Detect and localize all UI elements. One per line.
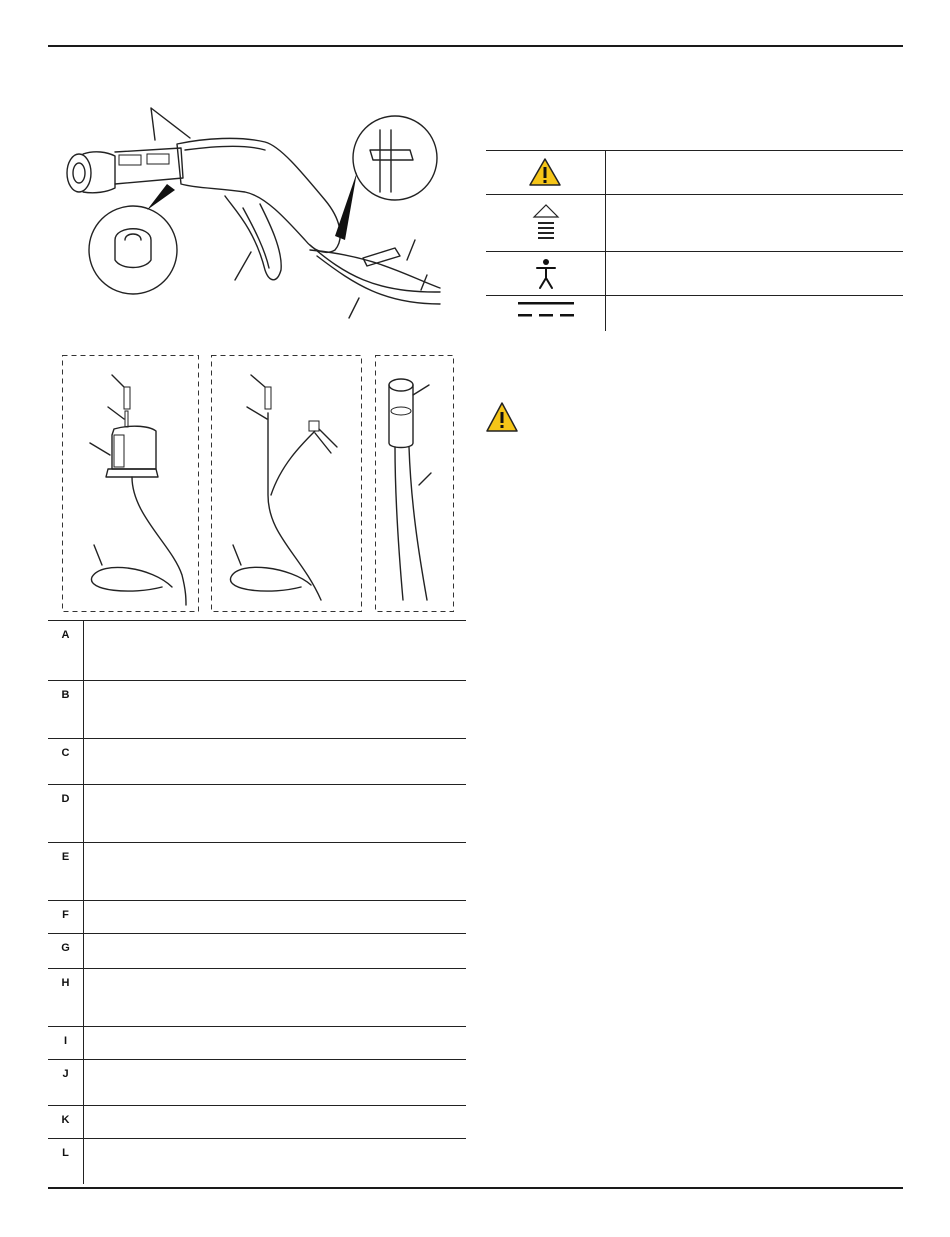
accessory-box-1: [62, 355, 200, 613]
warning-triangle-icon: [485, 401, 519, 433]
symbol-row-body: [486, 251, 903, 295]
legend-key: H: [48, 969, 84, 1026]
legend-row-f: [48, 900, 466, 933]
legend-key: D: [48, 785, 84, 842]
handpiece-illustration: [55, 100, 495, 340]
legend-row-i: [48, 1026, 466, 1059]
legend-key: I: [48, 1027, 84, 1059]
accessory-box-3: [375, 355, 455, 613]
legend-row-k: [48, 1105, 466, 1138]
symbol-row-warning: [486, 150, 903, 194]
legend-row-c: [48, 738, 466, 784]
top-rule: [48, 45, 903, 47]
accessory-box-2: [211, 355, 363, 613]
legend-key: E: [48, 843, 84, 900]
direct-current-icon: [516, 300, 576, 320]
symbol-row-layers: [486, 194, 903, 251]
legend-row-b: [48, 680, 466, 738]
bottom-rule: [48, 1187, 903, 1189]
warning-triangle-icon: [528, 157, 562, 187]
legend-key: F: [48, 901, 84, 933]
legend-key: G: [48, 934, 84, 968]
legend-row-d: [48, 784, 466, 842]
legend-row-l: [48, 1138, 466, 1184]
legend-row-a: [48, 620, 466, 680]
legend-key: J: [48, 1060, 84, 1105]
legend-key: K: [48, 1106, 84, 1138]
legend-key: A: [48, 621, 84, 680]
symbol-table: [486, 150, 903, 331]
legend-row-g: [48, 933, 466, 968]
patient-body-type-icon: [534, 258, 558, 290]
legend-key: C: [48, 739, 84, 784]
legend-row-j: [48, 1059, 466, 1105]
stacked-layers-icon: [531, 203, 561, 243]
legend-key: B: [48, 681, 84, 738]
legend-table: [48, 620, 466, 1184]
legend-key: L: [48, 1139, 84, 1184]
symbol-row-dc: [486, 295, 903, 331]
legend-row-e: [48, 842, 466, 900]
legend-row-h: [48, 968, 466, 1026]
